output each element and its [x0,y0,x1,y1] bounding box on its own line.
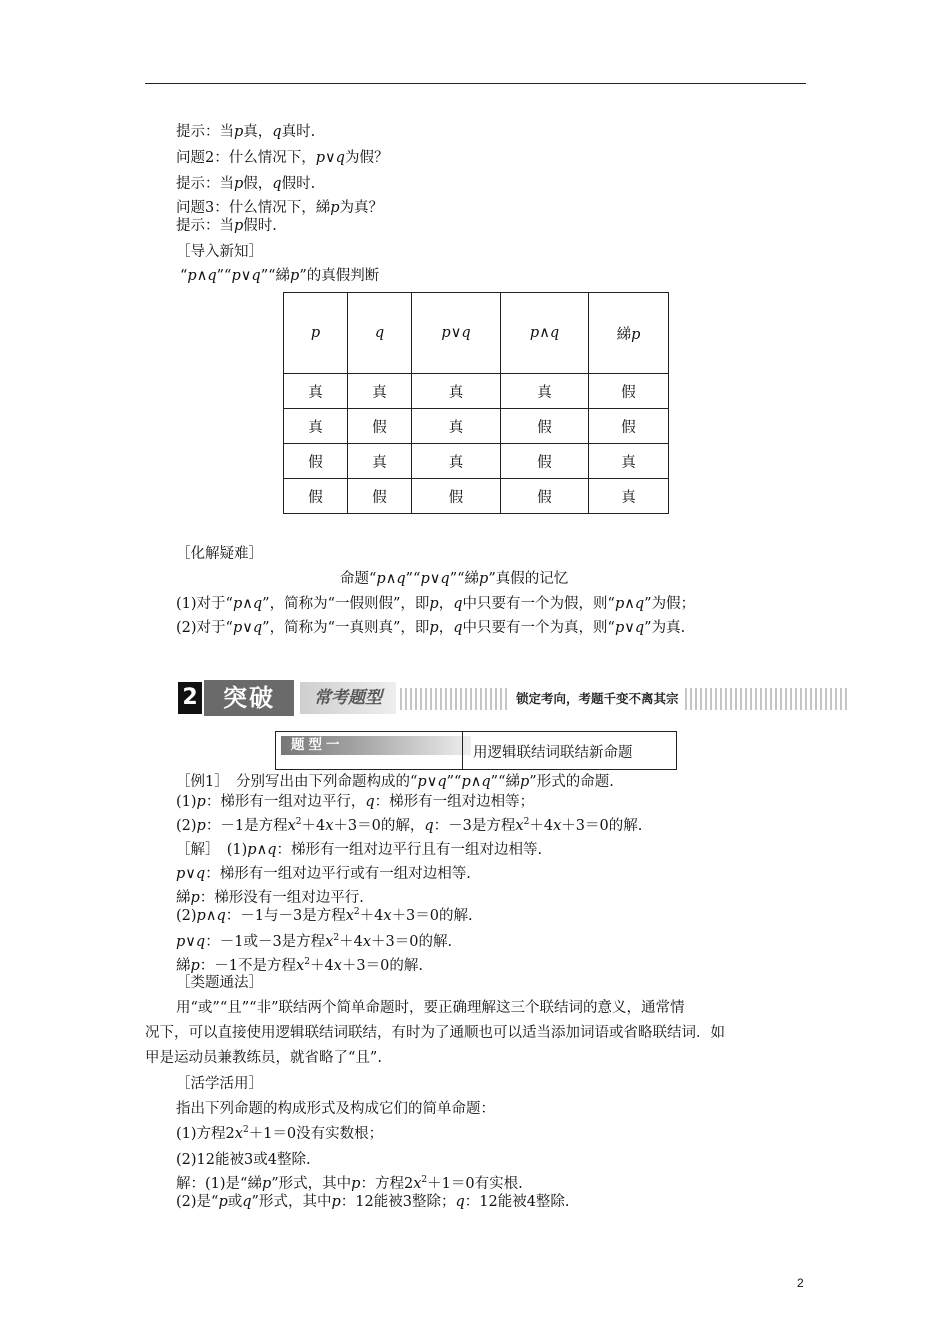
table-row [284,374,669,409]
practice-line-4: 解：(1)是“綈p”形式，其中p：方程$2x^2+1=0$有实根. [176,1175,523,1192]
header-rule [145,83,806,84]
banner-number: 2 [178,682,202,714]
hint-line-3: 提示：当p假时. [176,218,277,234]
table-caption: “p∧q”“p∨q”“綈p”的真假判断 [180,268,380,284]
memory-rule-2: (2)对于“p∨q”，简称为“一真则真”，即p，q中只要有一个为真，则“p∨q”为真. [176,620,686,636]
solution-line-4: (2)p∧q：－1与－3是方程$x^2+4x+3=0$的解. [176,907,473,924]
banner-title: 突破 [204,680,294,716]
question-type-title: 用逻辑联结词联结新命题 [473,745,633,761]
cell: 假 [284,444,348,479]
method-line-1: 用“或”“且”“非”联结两个简单命题时，要正确理解这三个联结词的意义，通常情 [176,1000,685,1016]
solution-line-5: p∨q：－1或－3是方程$x^2+4x+3=0$的解. [176,933,453,950]
header-p: p [284,293,348,374]
solution-line-2: p∨q：梯形有一组对边平行或有一组对边相等. [176,866,471,882]
cell: 假 [412,479,501,514]
example-1-item-2: (2)p：－1是方程$x^2+4x+3=0$的解，q：－3是方程$x^2+4x+3=0$的解. [176,817,643,834]
memory-rule-1: (1)对于“p∧q”，简称为“一假则假”，即p，q中只要有一个为假，则“p∧q”为假； [176,596,696,612]
header-q: q [348,293,412,374]
cell: 假 [348,409,412,444]
hint-line-2: 提示：当p假，q假时. [176,176,316,192]
solution-line-6: 綈p：－1不是方程$x^2+4x+3=0$的解. [176,957,423,974]
cell: 假 [501,444,589,479]
cell: 真 [501,374,589,409]
truth-table-header-row [284,293,669,374]
page-number: 2 [797,1276,804,1290]
truth-table [283,292,669,514]
question-type-label: 题型一 [281,736,471,755]
cell: 真 [348,374,412,409]
cell: 假 [589,409,669,444]
practice-line-5: (2)是“p或q”形式，其中p：12能被3整除；q：12能被4整除. [176,1194,570,1210]
cell: 假 [501,479,589,514]
cell: 真 [348,444,412,479]
question-type-divider [462,732,463,769]
method-line-2: 况下，可以直接使用逻辑联结词联结，有时为了通顺也可以适当添加词语或省略联结词．如 [145,1025,725,1041]
method-line-3: 甲是运动员兼教练员，就省略了“且”. [145,1050,382,1066]
cell: 真 [589,444,669,479]
banner-tagline: 锁定考向，考题千变不离其宗 [510,688,685,710]
cell: 假 [589,374,669,409]
question-3: 问题3：什么情况下，綈p为真？ [176,200,384,216]
banner-subtitle: 常考题型 [300,682,396,714]
example-1-prompt: ［例1］ 分别写出由下列命题构成的“p∨q”“p∧q”“綈p”形式的命题. [176,774,614,790]
memory-title: 命题“p∧q”“p∨q”“綈p”真假的记忆 [340,571,569,587]
table-row [284,479,669,514]
cell: 真 [412,374,501,409]
header-p-and-q: p∧q [501,293,589,374]
section-banner [178,676,848,720]
question-2: 问题2：什么情况下，p∨q为假？ [176,150,389,166]
practice-line-3: (2)12能被3或4整除. [176,1152,311,1168]
header-p-or-q: p∨q [412,293,501,374]
solution-line-3: 綈p：梯形没有一组对边平行. [176,890,364,906]
question-type-box [275,731,677,770]
practice-line-1: 指出下列命题的构成形式及构成它们的简单命题： [176,1101,495,1117]
cell: 真 [412,409,501,444]
hint-line-1: 提示：当p真，q真时. [176,124,316,140]
cell: 假 [501,409,589,444]
cell: 假 [348,479,412,514]
cell: 真 [589,479,669,514]
section-practice: ［活学活用］ [176,1076,263,1092]
cell: 真 [284,374,348,409]
section-method: ［类题通法］ [176,975,263,991]
practice-line-2: (1)方程$2x^2+1=0$没有实数根； [176,1125,384,1142]
section-resolve-difficulty: ［化解疑难］ [176,546,263,562]
header-not-p: 綈p [589,293,669,374]
section-import-knowledge: ［导入新知］ [176,244,263,260]
solution-line-1: ［解］ (1)p∧q：梯形有一组对边平行且有一组对边相等. [176,842,543,858]
example-1-item-1: (1)p：梯形有一组对边平行，q：梯形有一组对边相等； [176,794,535,810]
table-row [284,444,669,479]
cell: 真 [284,409,348,444]
table-row [284,409,669,444]
cell: 真 [412,444,501,479]
cell: 假 [284,479,348,514]
